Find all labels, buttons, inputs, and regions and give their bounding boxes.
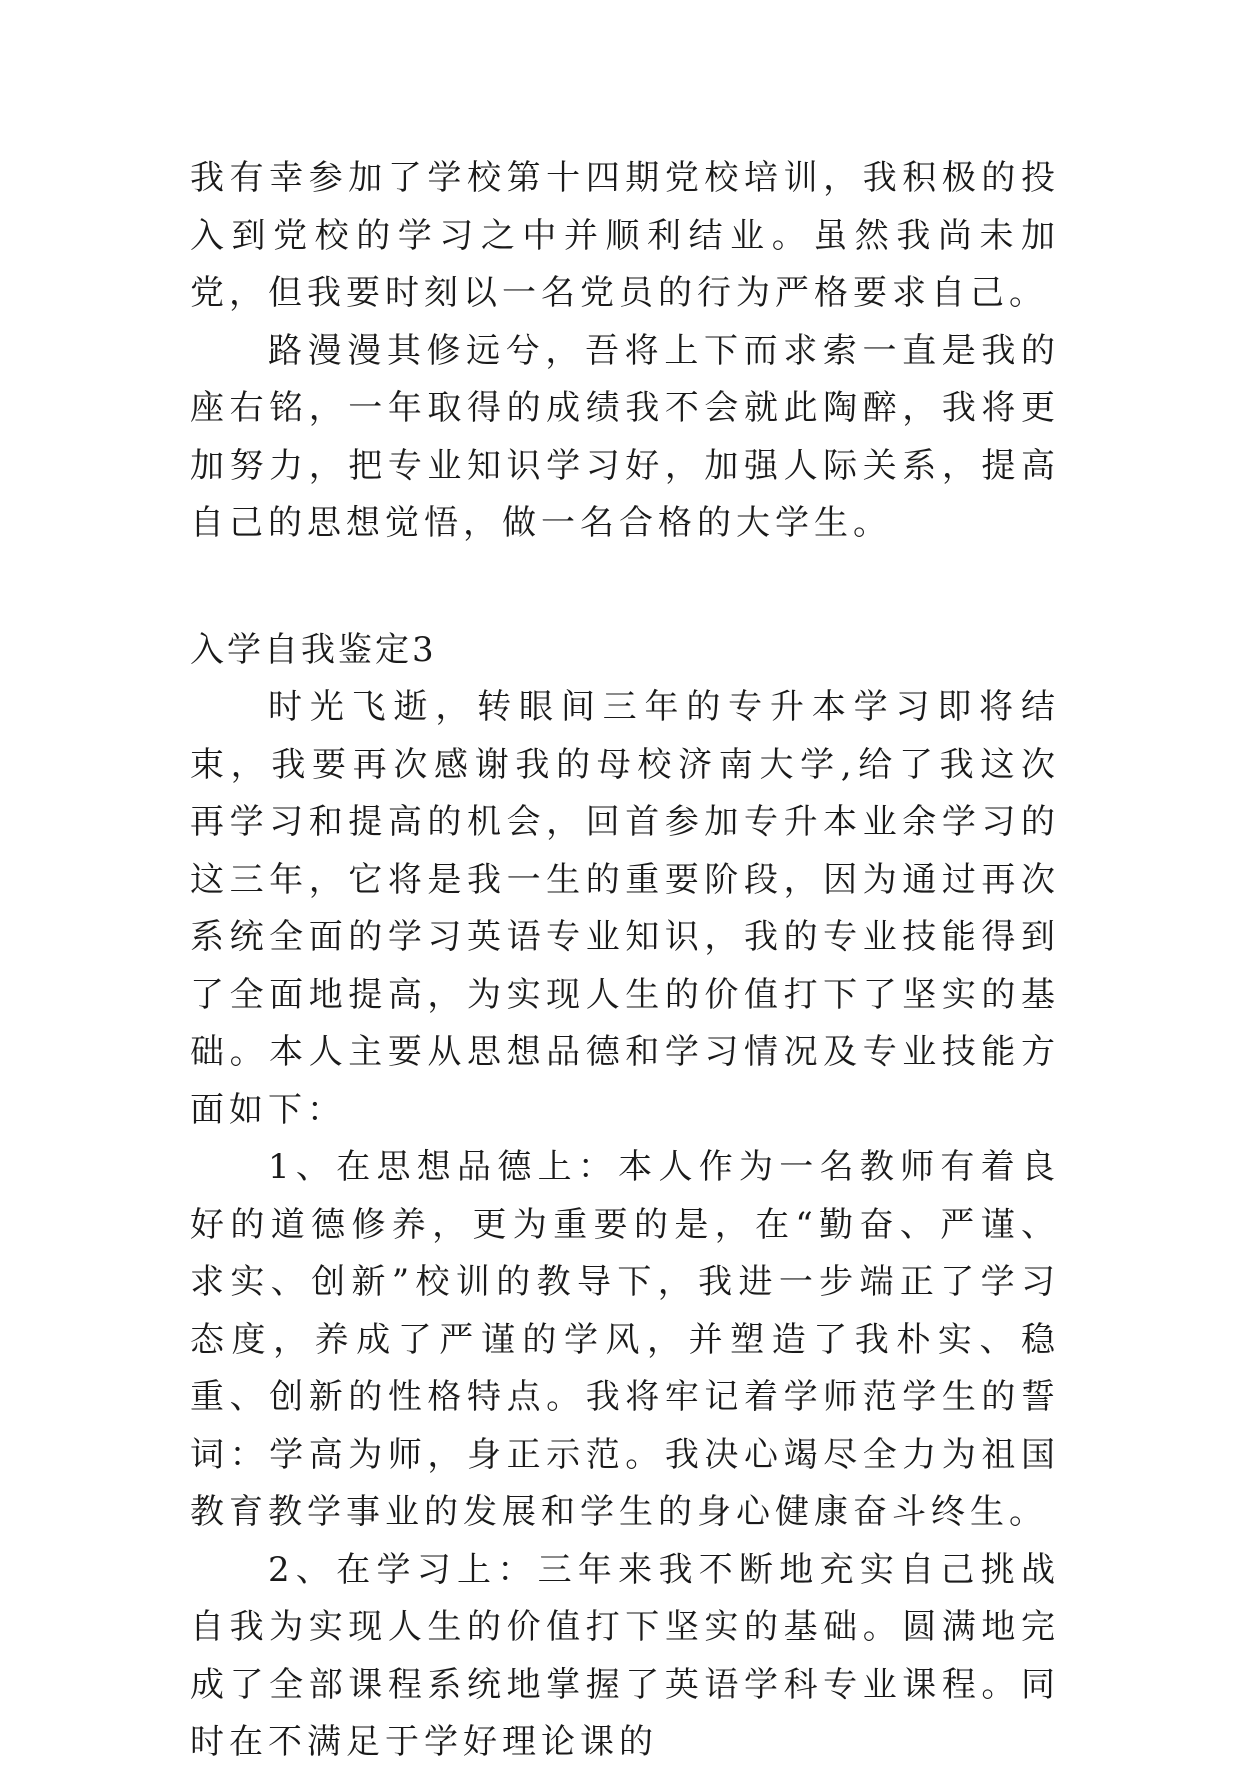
document-page: [190, 150, 1060, 1772]
paragraph-study: 2、在学习上：三年来我不断地充实自己挑战自我为实现人生的价值打下坚实的基础。圆满地完成了全部课程系统地掌握了英语学科专业课程。同时在不满足于学好理论课的: [190, 1549, 1060, 1762]
paragraph-morality: 1、在思想品德上：本人作为一名教师有着良好的道德修养，更为重要的是，在“勤奋、严谨、求实、创新”校训的教导下，我进一步端正了学习态度，养成了严谨的学风，并塑造了我朴实、稳重、创新的性格特点。我将牢记着学师范学生的誓词：学高为师，身正示范。我决心竭尽全力为祖国教育教学事业的发展和学生的身心健康奋斗终生。: [190, 1147, 1060, 1532]
section-heading: 入学自我鉴定3: [190, 629, 437, 670]
paragraph-intro: 时光飞逝，转眼间三年的专升本学习即将结束，我要再次感谢我的母校济南大学,给了我这次再学习和提高的机会，回首参加专升本业余学习的这三年，它将是我一生的重要阶段，因为通过再次系统全面的学习英语专业知识，我的专业技能得到了全面地提高，为实现人生的价值打下了坚实的基础。本人主要从思想品德和学习情况及专业技能方面如下：: [190, 687, 1060, 1130]
paragraph-party-school: 我有幸参加了学校第十四期党校培训，我积极的投入到党校的学习之中并顺利结业。虽然我尚未加党，但我要时刻以一名党员的行为严格要求自己。: [190, 158, 1060, 313]
paragraph-motto: 路漫漫其修远兮，吾将上下而求索一直是我的座右铭，一年取得的成绩我不会就此陶醉，我将更加努力，把专业知识学习好，加强人际关系，提高自己的思想觉悟，做一名合格的大学生。: [190, 330, 1060, 543]
section-gap: [190, 553, 1060, 622]
